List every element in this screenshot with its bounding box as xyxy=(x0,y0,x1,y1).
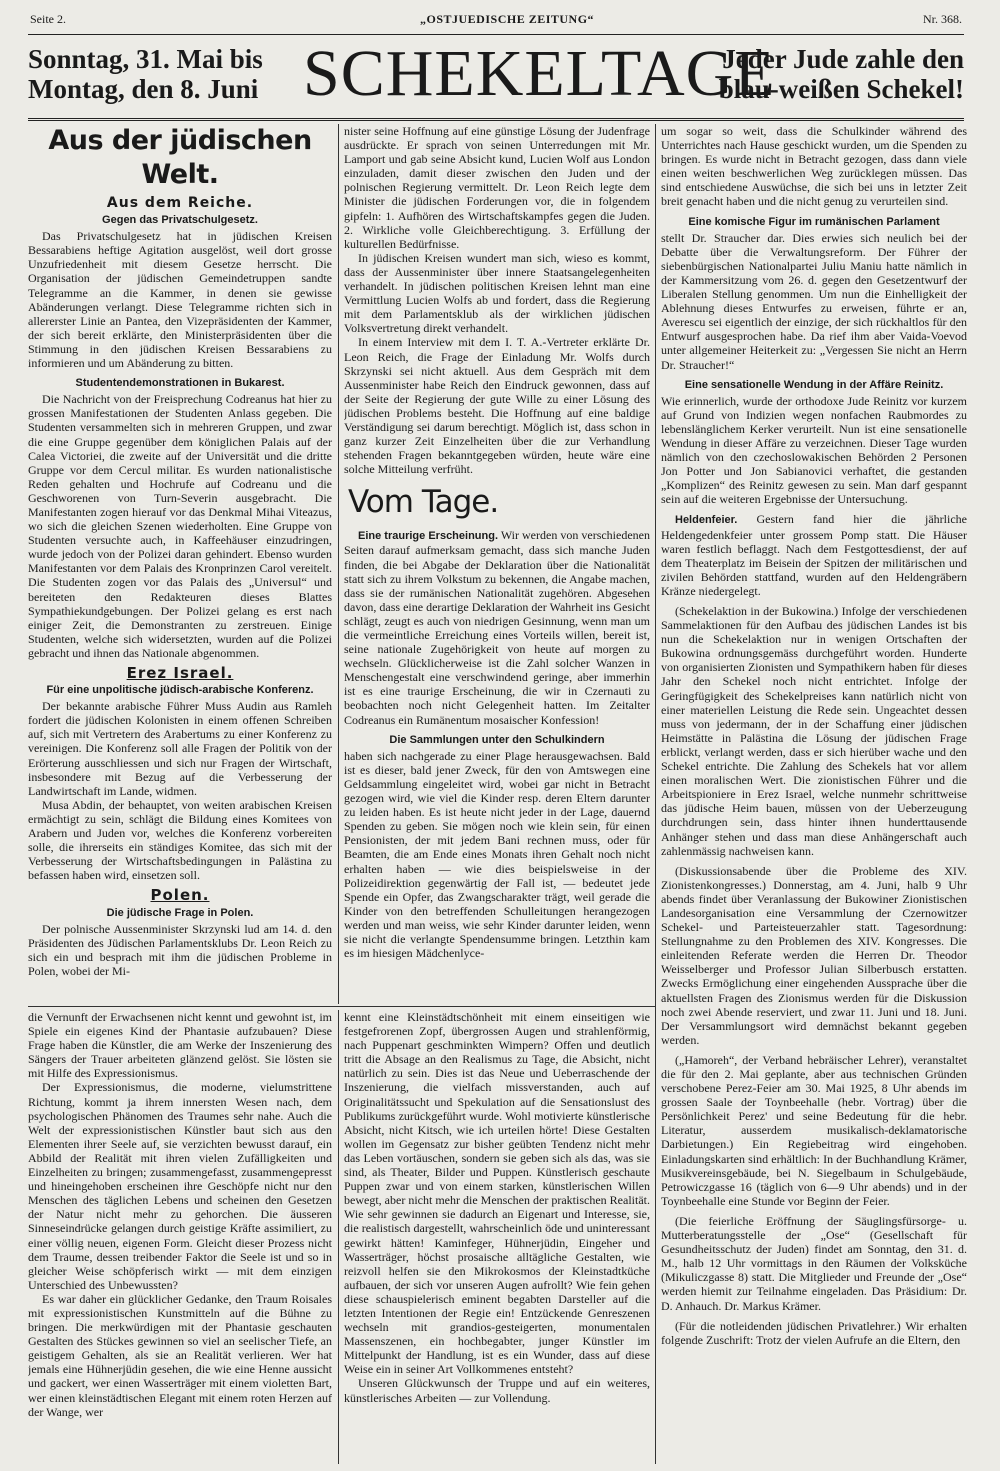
column-1 xyxy=(28,124,332,1004)
paragraph: Musa Abdin, der behauptet, von weiten arabischen Kreisen ermächtigt zu sein, schlägt die Bildung eines Komitees von Arabern und Juden vor, welches die Konferenz vorbereiten solle, die ihrerseits ein ständiges Komitee, das sich mit der Verbesserung der Wirtschaftsbedingungen in Palästina zu befassen haben wird, einsetzen soll. xyxy=(28,797,332,883)
paragraph: Der Expressionismus, die moderne, vielumstrittene Richtung, kommt ja ihrem innersten Wesen nach, dem psychologischen Phänomen des Traumes sehr nahe. Auch die Welt der expressionistischen Künstler baut sich aus den Elementen ihrer Seele auf, sie verzichten bewusst darauf, ein Abbild der Realität mit ihren vielen Zufälligkeiten und Einzelheiten zu bringen; zusammengefasst, zusammengepresst und hineingehoben erscheinen ihre Geschöpfe nicht nur den Menschen des täglichen Lebens und scheinen den Gesetzen der Natur nicht mehr zu gehorchen. Die äusseren Sinneseindrücke gelangen durch geistige Kräfte assimiliert, zu einer völlig neuen, eigenen Form. Gleicht dieser Prozess nicht dem Traume, dessen treibender Faktor die Seele ist und so in gleicher Weise schöpferisch wirkt — mit dem einzigen Unterschied des Unbewussten? xyxy=(28,1080,332,1292)
newspaper-title: „OSTJUEDISCHE ZEITUNG“ xyxy=(420,12,595,26)
banner-date-line-1: Sonntag, 31. Mai bis xyxy=(28,44,263,74)
column-2 xyxy=(344,124,650,1004)
paragraph: In einem Interview mit dem I. T. A.-Vertreter erklärte Dr. Leon Reich, die Frage der Einladung Mr. Wolfs durch Skrzynski sei nicht aktuell. Aus dem Gespräch mit dem Aussenminister habe Reich den Eindruck gewonnen, dass auf der Seite der Regierung der gute Wille zu einer Lösung des jüdischen Problems besteht. Die Hoffnung auf eine baldige Verständigung sei darum berechtigt. Möglich ist, dass schon in ganz kurzer Zeit Einzelheiten über die zur Verhandlung stehenden Fragen bekanntgegeben würden, heute wäre eine solche Mitteilung verfrüht. xyxy=(344,335,650,477)
kicker-privatschulgesetz: Gegen das Privatschulgesetz. xyxy=(102,214,258,227)
subsection-polen: Polen. xyxy=(150,886,210,905)
section-heading-jewish-world: Aus der jüdischen Welt. xyxy=(48,125,312,190)
banner-date-line-2: Montag, den 8. Juni xyxy=(28,74,259,104)
kicker-affaere-reinitz: Eine sensationelle Wendung in der Affäre Reinitz. xyxy=(684,378,944,391)
paragraph: nister seine Hoffnung auf eine günstige Lösung der Judenfrage ausdrückte. Er sprach von seinen Unterredungen mit Mr. Lamport und gab seine Absicht kund, Lucien Wolf aus London einzuladen, damit dieser zwischen den Juden und der polnischen Regierung vermittelt. Dr. Leon Reich legte dem Minister die jüdischen Forderungen vor, die in folgendem gipfeln: 1. Aufhören des Wirtschaftskampfes gegen die Juden. 2. Wirkliche volle Gleichberechtigung. 3. Erfüllung der kulturellen Bedürfnisse. xyxy=(344,124,650,251)
paragraph: die Vernunft der Erwachsenen nicht kennt und gewohnt ist, im Spiele ein eigenes Kind der Phantasie aufzubauen? Diese Frage haben die Künstler, die am Werke der Inszenierung des Sängers der Trauer arbeiteten glänzend gelöst. Sie lösten sie mit Hilfe des Expressionismus. xyxy=(28,1010,332,1081)
banner-rule xyxy=(28,118,964,121)
banner-slogan-line-1: Jeder Jude zahle den xyxy=(722,44,964,74)
paragraph: Der polnische Aussenminister Skrzynski lud am 14. d. den Präsidenten des Jüdischen Parlamentsklubs Dr. Leon Reich zu sich ein und besprach mit ihm die jüdischen Probleme in Polen, wobei der Mi- xyxy=(28,921,332,978)
column-rule-2 xyxy=(655,124,656,1464)
paragraph-ose: (Die feierliche Eröffnung der Säuglingsfürsorge- u. Mutterberatungsstelle der „Ose“ (Gesellschaft für Gesundheitsschutz der Juden) findet am Sonntag, den 31. d. M., halb 12 Uhr vormittags in den Räumen der Volksküche (Mikuliczgasse 8) statt. Die Mitglieder und Freunde der „Ose“ werden hiemit zur Teilnahme eingeladen. Das Präsidium: Dr. D. Anhauch. Dr. Markus Krämer. xyxy=(661,1213,967,1313)
paragraph: Die Nachricht von der Freisprechung Codreanus hat hier zu grossen Manifestationen der Studenten Anlass gegeben. Die Studenten versammelten sich in mehreren Gruppen, und zwar die eine Gruppe gegenüber dem königlichen Palais auf der Calea Victoriei, die zweite auf der Universität und die dritte Gruppe vor dem Cercul militar. Es wurden nationalistische Reden gehalten und Hochrufe auf Codreanu und die Geschworenen von Turn-Severin ausgebracht. Die Manifestanten zogen hierauf vor das Denkmal Mihai Viteazus, wo sich die gleichen Szenen wiederholten. Eine Gruppe von Studenten versuchte auch, in Kaffeehäuser einzudringen, wurde jedoch von der Polizei daran gehindert. Ebenso wurden Manifestanten vor dem Palais des Kronprinzen Carol vereitelt. Die Studenten zogen vor das Palais des „Universul“ und bereiteten den Redakteuren dieses Blattes Sympathiekundgebungen. Der Polizei gelang es erst nach einiger Zeit, die Demonstranten zu zerstreuen. Einige Studenten, welche sich widersetzten, wurden auf die Polizei gebracht und ihnen das Nationale abgenommen. xyxy=(28,392,332,660)
kicker-traurige-erscheinung: Eine traurige Erscheinung. xyxy=(358,530,499,543)
paragraph-diskussionsabende: (Diskussionsabende über die Probleme des XIV. Zionistenkongresses.) Donnerstag, am 4. Juni, halb 9 Uhr abends findet über Veranlassung der Bukowiner Zionistischen Landesorganisation eine Versammlung der Czernowitzer Schekel- und Parteisteuerzahler statt. Tagesordnung: Stellungnahme zu den Problemen des XIV. Kongresses. Die einleitenden Referate werden die Herren Dr. Theodor Weisselberger und Professor Julian Silberbusch erstatten. Zwecks Ermöglichung einer eingehenden Aussprache über die aktuellsten Fragen des Zionismus werden für die Diskussion noch zwei Abende reserviert, und zwar 11. Juni und 18. Juni. Der Versammlungsort wird demnächst bekannt gegeben werden. xyxy=(661,863,967,1047)
kicker-konferenz: Für eine unpolitische jüdisch-arabische Konferenz. xyxy=(46,684,314,697)
paragraph: um sogar so weit, dass die Schulkinder während des Unterrichtes nach Hause geschickt wurden, um die Spenden zu bringen. Es wurde nicht in Betracht gezogen, dass dann viele einen weiten beschwerlichen Weg zurücklegen müssen. Das sind entschiedene Auswüchse, die sich bei uns in letzter Zeit breit genacht haben und die nicht genug zu verurteilen sind. xyxy=(661,124,967,209)
paragraph: Wir werden von verschiedenen Seiten darauf aufmerksam gemacht, dass sich manche Juden finden, die bei Abgabe der Deklaration über die Nationalität statt sich zu ihrem Volkstum zu bekennen, die Angabe machen, dass sie der rumänischen Nationalität zugehören. Abgesehen davon, dass eine derartige Deklaration der Wahrheit ins Gesicht schlägt, zeugt es auch von niedrigen Gesinnung, wenn man um die vermeintliche Erreichung eines Vorteils willen, bereit ist, seine nationale Zugehörigkeit von heute auf morgen zu wechseln. Glücklicherweise ist die Zahl solcher Wanzen in Menschengestalt eine verschwindend geringe, aber immerhin ist es eine traurige Erscheinung, die wir in Czernauti zu beobachten noch nicht Gelegenheit hatten. Im Zeitalter Codreanus ein Rumänentum mosaischer Konfession! xyxy=(344,528,650,727)
paragraph: Unseren Glückwunsch der Truppe und auf ein weiteres, künstlerisches Arbeiten — zur Vollendung. xyxy=(344,1376,650,1405)
paragraph-privatlehrer: (Für die notleidenden jüdischen Privatlehrer.) Wir erhalten folgende Zuschrift: Trotz der vielen Aufrufe an die Eltern, den xyxy=(661,1318,967,1347)
paragraph: stellt Dr. Straucher dar. Dies erwies sich neulich bei der Debatte über die Verwaltungsreform. Der Führer der siebenbürgischen Nationalpartei Juliu Maniu hatte nämlich in der Kammersitzung vom 26. d. gegen den Gesetzentwurf der Liberalen Stellung genommen. Um nun die Einhelligkeit der Ablehnung dieses Entwurfes zu erweisen, führte er an, Averescu sei eigentlich der einzige, der sich rückhaltlos für den Entwurf ausgesprochen habe. Da rief ihm aber Vaida-Voevod unter allgemeiner Heiterkeit zu: „Vergessen Sie nicht an Herrn Dr. Straucher!“ xyxy=(661,230,967,372)
kicker-sammlungen: Die Sammlungen unter den Schulkindern xyxy=(389,733,605,746)
paragraph-hamoreh: („Hamoreh“, der Verband hebräischer Lehrer), veranstaltet die für den 2. Mai geplante, aber aus technischen Gründen verschobene Perez-Feier am 30. Mai 1925, 8 Uhr abends im grossen Saale der Toynbeehalle (hebr. Vortrag) über die Persönlichkeit Perez' und seine Bedeutung für die hebr. Literatur, ausserdem musikalisch-deklamatorische Darbietungen.) Ein Regiebeitrag wird eingehoben. Einladungskarten sind erhältlich: In der Buchhandlung Krämer, Musikvereinsgebäude, bei N. Siegelbaum in Schulgebäude, Petrowiczgasse 16 (täglich von 6—9 Uhr abends) und in der Toynbeehalle eine Stunde vor Beginn der Feier. xyxy=(661,1052,967,1208)
page-number: Seite 2. xyxy=(30,12,66,26)
kicker-komische-figur: Eine komische Figur im rumänischen Parlament xyxy=(688,215,940,228)
paragraph: kennt eine Kleinstädtschönheit mit einem einseitigen wie festgefrorenen Zopf, übergrossen Augen und strahlenförmig, nach Puppenart geschminkten Wimpern? Offen und deutlich tritt die Absage an den Realismus zu Tage, die Absicht, nicht natürlich zu sein. Dies ist das Neue und Ueberraschende der Inszenierung, die vielfach missverstanden, auch auf Originalitätssucht und Spekulation auf die Sensationslust des Publikums zurückgeführt wurde. Wohl motivierte künstlerische Absicht, nicht Kitsch, wie ich urteilen hörte! Diese Gestalten wollen im Gegensatz zur bisher geübten Tendenz nicht mehr das Leben vortäuschen, sondern sie geben sich als das, was sie sind, als Theater, Bilder und Puppen. Künstlerisch geschaute Puppen zwar und von einem starken, künstlerischen Willen bewegt, aber nicht mehr die Menschen der praktischen Realität. Wie sehr gewinnen sie dadurch an Eigenart und Interesse, sie, die realistisch dargestellt, wahrscheinlich öde und uninteressant gewirkt hätten! Kaminfeger, Hühnerjüdin, Eingeher und Wasserträger, höchst prosaische alltägliche Gestalten, wie reizvoll helfen sie den Mikrokosmos der Kleinstadtküche aufbauen, der sich vor unseren Augen aufrollt? Wie fein gehen diese schauspielerisch eminent begabten Darsteller auf die letzten Intentionen der Regie ein! Entzückende Genreszenen wechseln mit grandios-gesteigerten, monumentalen Massenszenen, ein hochbegabter, junger Künstler im Mittelpunkt der Handlung, ist es ein Wunder, dass auf diese Weise ein in seiner Art Vollkommenes entsteht? xyxy=(344,1010,650,1377)
kicker-heldenfeier: Heldenfeier. xyxy=(675,514,738,527)
schekel-banner xyxy=(28,37,964,118)
subsection-reich: Aus dem Reiche. xyxy=(106,195,254,211)
paragraph: Gestern fand hier die jährliche Heldengedenkfeier unter grossem Pomp statt. Die Häuser waren festlich beflaggt. Nach dem Festgottesdienst, der auf dem Theaterplatz im Beisein der Spitzen der militärischen und zivilen Behörden stattfand, wurden auf den Heldengräbern Kränze niedergelegt. xyxy=(661,512,967,598)
head-rule xyxy=(28,34,964,35)
running-head xyxy=(30,12,962,32)
section-heading-vom-tage: Vom Tage. xyxy=(348,484,499,521)
paragraph: Der bekannte arabische Führer Muss Audin aus Ramleh fordert die jüdischen Kolonisten in einem offenen Schreiben auf, sich mit Vertretern des Arabertums zu einer Konferenz zu vereinigen. Die Konferenz soll alle Fragen der Politik von der Erörterung ausschliessen und sich nur Fragen der Wirtschaft, insbesondere mit Bezug auf die Verbesserung der Landwirtschaft im Lande, widmen. xyxy=(28,699,332,798)
kicker-juedische-frage: Die jüdische Frage in Polen. xyxy=(106,906,254,919)
feuilleton-column-1 xyxy=(28,1010,332,1464)
paragraph: In jüdischen Kreisen wundert man sich, wieso es kommt, dass der Aussenminister über innere Staatsangelegenheiten verhandelt. In jüdischen politischen Kreisen lehnt man eine Vermittlung Lucien Wolfs ab und fordert, dass die Regierung mit dem Parlamentsklub als der wirklichen jüdischen Volksvertretung direkt verhandelt. xyxy=(344,250,650,336)
banner-title: SCHEKELTAGE xyxy=(303,37,776,110)
subsection-erez-israel: Erez Israel. xyxy=(126,664,234,682)
banner-slogan-line-2: blau-weißen Schekel! xyxy=(718,74,964,104)
column-3 xyxy=(661,124,967,1464)
kicker-studentendemonstrationen: Studentendemonstrationen in Bukarest. xyxy=(75,377,285,390)
paragraph: haben sich nachgerade zu einer Plage herausgewachsen. Bald ist es dieser, bald jener Zweck, für den von Amtswegen eine Geldsammlung eingeleitet wird, wobei gar nicht in Betracht gezogen wird, wie viel die Kinder resp. deren Eltern darunter zu leiden haben. Es ist heute nicht jeder in der Lage, dauernd Spenden zu geben. Sie mögen noch wie klein sein, für einen Pensionisten, der mit jedem Bani rechnen muss, oder für Beamten, die am Ende eines Monats ihren Gehalt noch nicht erhalten haben — wie dies beispielsweise in der Polizeidirektion gegenwärtig der Fall ist, — bedeutet jede Spende ein Opfer, das Zwangscharakter trägt, weil gerade die Kinder von den betreffenden Schulleitungen herangezogen werden und man weiss, wie sehr Kinder darunter leiden, wenn sie nicht die verlangte Spendensumme bringen. Letzthin kam es im hiesigen Mädchenlyce- xyxy=(344,748,650,961)
feuilleton-column-2 xyxy=(344,1010,650,1464)
banner-slogan xyxy=(719,44,964,104)
banner-dates xyxy=(28,44,263,104)
paragraph: Wie erinnerlich, wurde der orthodoxe Jude Reinitz vor kurzem auf Grund von Indizien wegen nonfachen Raubmordes zu lebenslänglichem Kerker verurteilt. Nun ist eine sensationelle Wendung in dieser Affäre zu verzeichnen. Dieser Tage wurden nämlich von den czechoslowakischen Behörden 2 Personen Jon Potter und Jon Sabianovici verhaftet, die gestanden „Komplizen“ des Reinitz gewesen zu sein. Man darf gespannt sein auf die weiteren Ergebnisse der Untersuchung. xyxy=(661,393,967,507)
column-rule-lower xyxy=(338,1010,339,1464)
section-rule xyxy=(28,1006,655,1007)
paragraph: Das Privatschulgesetz hat in jüdischen Kreisen Bessarabiens heftige Agitation ausgelöst, weil dort grosse Unzufriedenheit mit diesem Gesetze herrscht. Die Organisation der jüdischen Gemeindetruppen sandte Telegramme an die Kammer, in denen sie gewisse Abänderungen verlangt. Diese Telegramme richten sich in allererster Linie an Pantea, den Vizepräsidenten der Kammer, der sich bereit erklärte, den Ministerpräsidenten über die Stimmung in den jüdischen Kreisen Bessarabiens zu informieren und um Abänderung zu bitten. xyxy=(28,229,332,371)
paragraph-schekelaktion: (Schekelaktion in der Bukowina.) Infolge der verschiedenen Sammelaktionen für den Aufbau des jüdischen Landes ist bis nun die Schekelaktion nur in wenigen Ortschaften der Bukowina ordnungsgemäss durchgeführt worden. Hunderte von organisierten Zionisten und Sympathikern haben für dieses Jahr den Schekel noch nicht entrichtet. Infolge der Geringfügigkeit des Schekelpreises kann natürlich nicht von einer materiellen Leistung die Rede sein. Ungeachtet dessen muss von jedermann, der in der Schaffung einer jüdischen Heimstätte in Palästina die Lösung der jüdischen Frage erblickt, verlangt werden, dass er sich hierüber wache und den Schekel entrichte. Die Zahlung des Schekels hat vor allem einen moralischen Wert. Die zionistischen Führer und die Arbeitspioniere in Erez Israel, welche nunmehr schrittweise das jüdische Heim bauen, müssen von der Ueberzeugung durchdrungen sein, dass hinter ihnen hunderttausende Anhänger stehen und dass man diese Anhängerschaft auch zahlenmässig nachweisen kann. xyxy=(661,604,967,858)
column-rule-1 xyxy=(338,124,339,1004)
paragraph: Es war daher ein glücklicher Gedanke, den Traum Roisales mit expressionistischen Kunstmitteln auf die Bühne zu bringen. Die merkwürdigen mit der Phantasie geschauten Gestalten des Stückes gewinnen so viel an seelischer Tiefe, an geistigem Gehalten, als sie an Realität verlieren. Wer hat jemals eine Hühnerjüdin gesehen, die wie eine Henne aussicht und gackert, wer einen Wasserträger mit einem violetten Bart, wer einen kleinstädtischen Elegant mit einem roten Herzen auf der Wange, wer xyxy=(28,1291,332,1419)
issue-number: Nr. 368. xyxy=(923,12,962,26)
